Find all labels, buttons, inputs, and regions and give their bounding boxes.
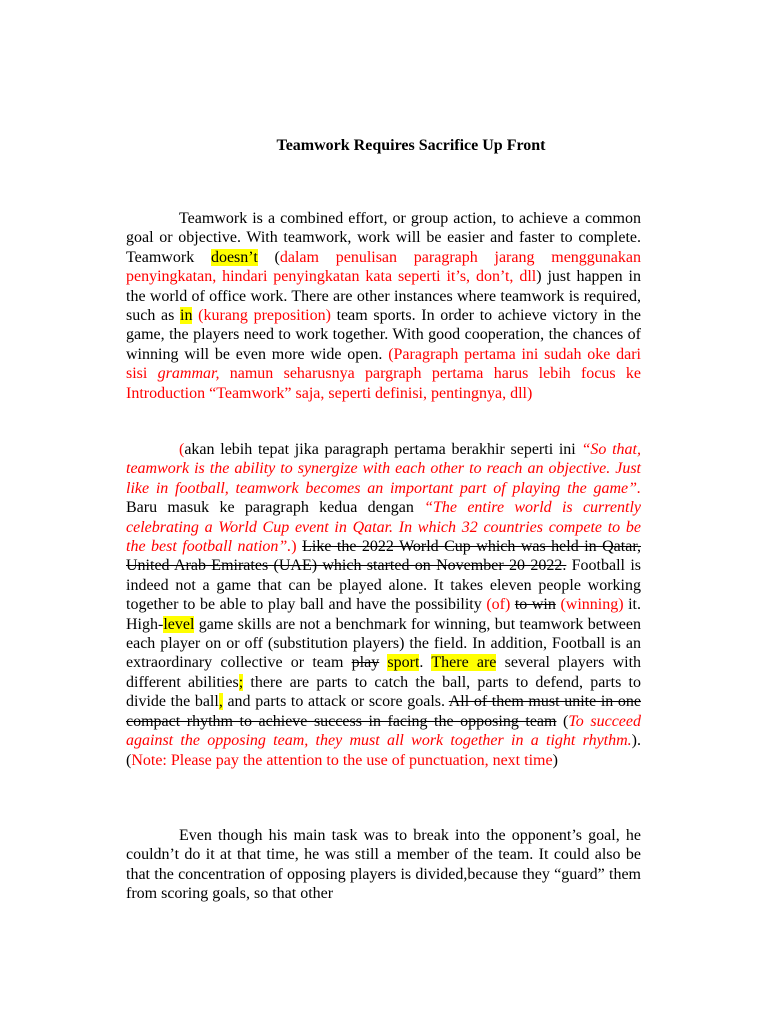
paragraph-3	[126, 826, 641, 904]
text-run: ). (	[126, 732, 641, 769]
suggested-text: “So that, teamwork is the ability to synergize with each other to reach an objective. Just like in football, teamwork becomes an important part of playing the game”.	[126, 441, 641, 497]
text-run: Football is indeed not a game that can be played alone. It takes eleven people working together to be able to play ball and have the possibility	[126, 557, 641, 614]
text-run: .	[419, 654, 432, 672]
text-run: (	[556, 712, 569, 730]
correction-bracket: )	[291, 538, 297, 556]
text-run: there are parts to catch the ball, parts to defend, parts to divide the ball	[126, 673, 641, 711]
text-run: several players with different abilities	[126, 654, 642, 691]
text-run: Teamwork is a combined effort, or group action, to achieve a common goal or objective. With teamwork, work will be easier and faster to complete. Teamwork	[126, 210, 641, 266]
highlighted-punctuation: ,	[218, 693, 223, 711]
correction-comment: (winning)	[560, 596, 624, 614]
text-run: ) just happen in the world of office work. There are other instances where teamwork is required, such as	[126, 268, 641, 325]
document-title: Teamwork Requires Sacrifice Up Front	[276, 137, 546, 154]
highlighted-word: There are	[431, 654, 497, 672]
highlighted-word: doesn’t	[210, 248, 258, 266]
struck-text: play	[351, 654, 380, 672]
paragraph-2	[126, 440, 641, 770]
correction-comment: namun seharusnya pargraph pertama harus lebih focus ke Introduction “Teamwork” saja, seperti definisi, pentingnya, dll)	[126, 365, 642, 402]
correction-comment: (Paragraph pertama ini sudah oke dari sisi	[126, 345, 641, 383]
text-run: it. High-	[126, 596, 641, 633]
highlighted-punctuation: ;	[238, 673, 244, 691]
text-run: )	[552, 751, 558, 769]
text-run: game skills are not a benchmark for winning, but teamwork between each player on or off (substitution players) the field. In addition, Football is an extraordinary collective or team	[126, 615, 641, 672]
text-run: (	[257, 248, 280, 266]
text-run: akan lebih tepat jika paragraph pertama berakhir seperti ini	[184, 441, 582, 458]
text-run: Baru masuk ke paragraph kedua dengan	[126, 499, 425, 517]
highlighted-word: level	[163, 615, 195, 633]
correction-bracket: (	[179, 441, 185, 458]
highlighted-word: in	[180, 307, 193, 325]
text-run: team sports. In order to achieve victory in the game, the players need to work together. With good cooperation, the chances of winning will be even more wide open.	[126, 307, 642, 363]
struck-text: All of them must unite in one compact rhythm to achieve success in facing the opposing team	[126, 693, 642, 730]
correction-comment: (of)	[486, 596, 511, 614]
highlighted-word: sport	[387, 654, 420, 672]
text-run: Even though his main task was to break into the opponent’s goal, he couldn’t do it at that time, he was still a member of the team. It could also be that the concentration of opposing players is divided,because they “guard” them from scoring goals, so that other	[126, 827, 641, 903]
correction-comment-italic: grammar,	[157, 365, 220, 383]
correction-comment: dalam penulisan paragraph jarang menggunakan penyingkatan, hindari penyingkatan kata seperti it’s, don’t, dll	[126, 248, 642, 286]
paragraph-1	[126, 209, 641, 403]
text-run: and parts to attack or score goals.	[222, 693, 449, 711]
struck-text: Like the 2022 World Cup which was held in Qatar, United Arab Emirates (UAE) which started on November 20 2022.	[126, 538, 642, 575]
suggested-text: To succeed against the opposing team, they must all work together in a tight rhythm.	[126, 712, 641, 750]
correction-comment: (kurang preposition)	[198, 307, 331, 325]
suggested-text: “The entire world is currently celebrating a World Cup event in Qatar. In which 32 countries compete to be the best football nation”.	[126, 499, 642, 556]
correction-comment: Note: Please pay the attention to the use of punctuation, next time	[131, 751, 553, 769]
struck-text: to win	[514, 596, 556, 614]
